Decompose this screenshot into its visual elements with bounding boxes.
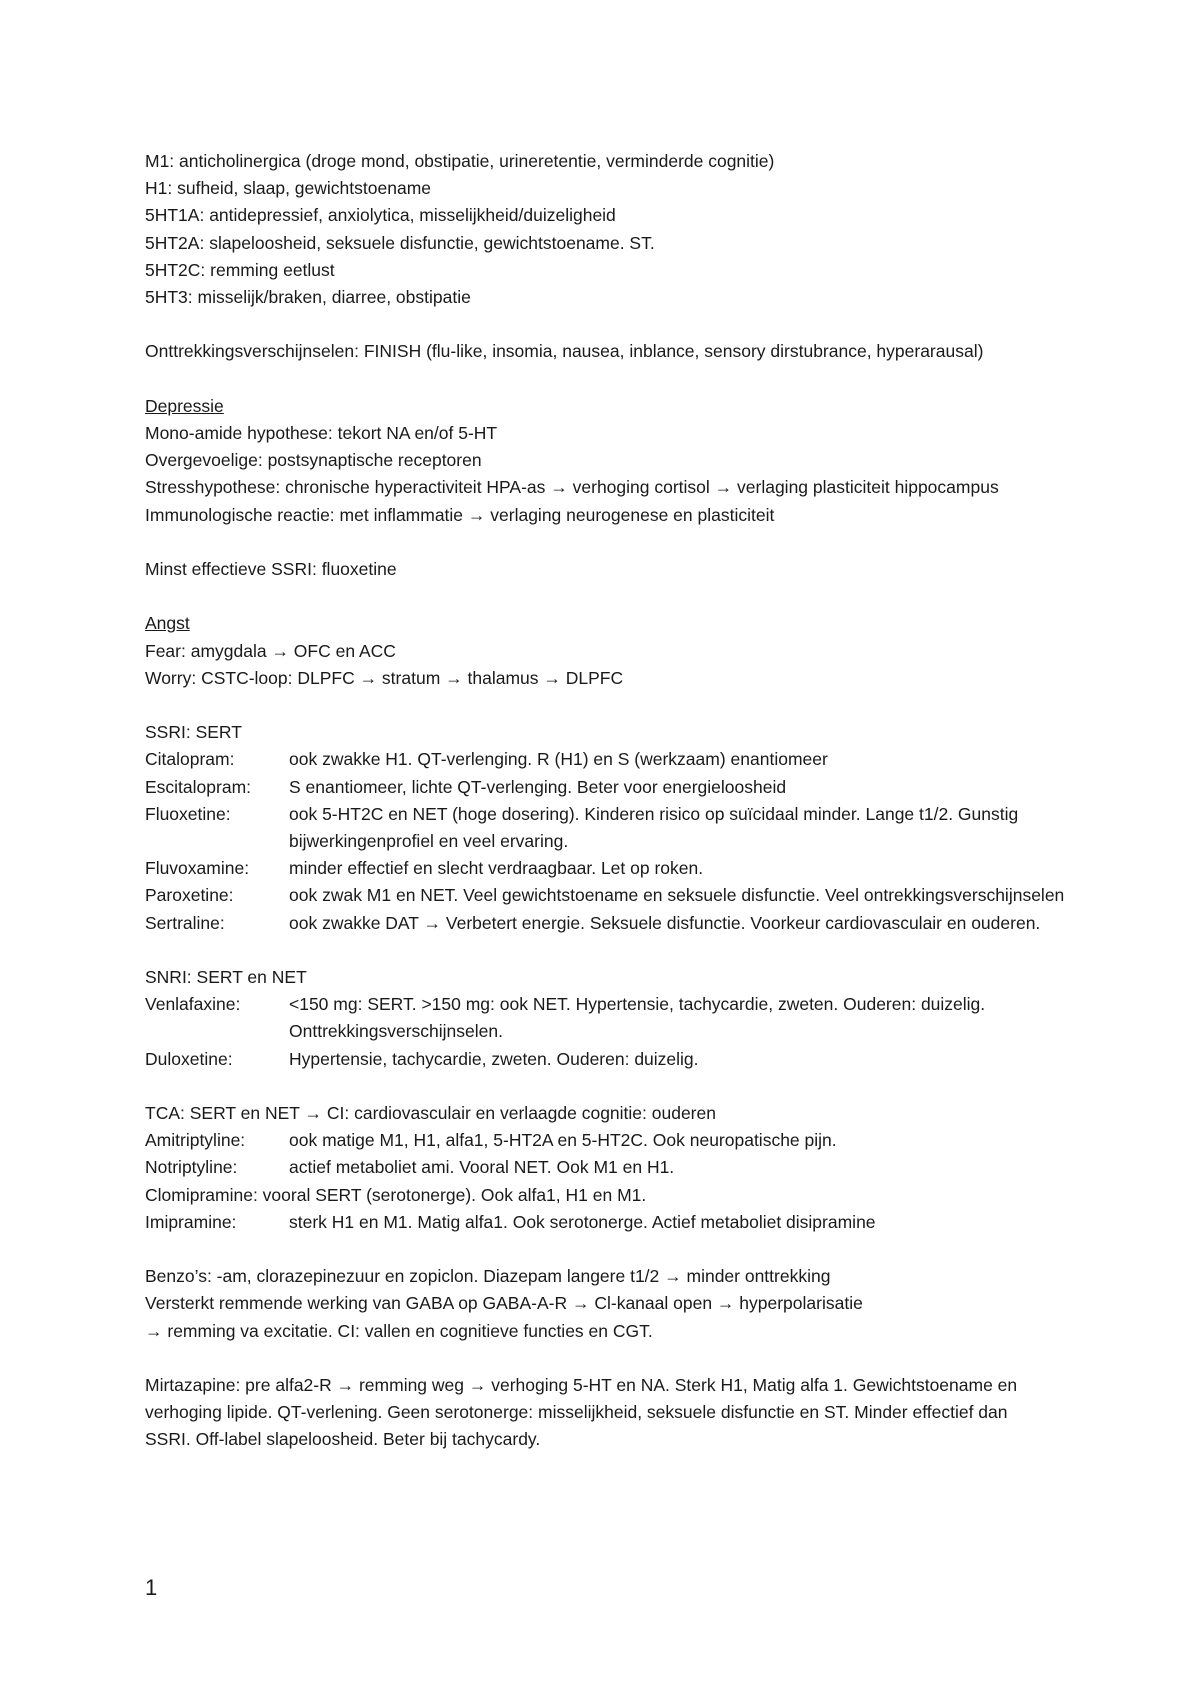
drug-name: Escitalopram: [145, 776, 252, 797]
drug-name: Amitriptyline: [145, 1130, 246, 1151]
drug-name: Imipramine: [145, 1211, 237, 1232]
receptor-line: 5HT1A: antidepressief, anxiolytica, misselijkheid/duizeligheid [145, 205, 616, 226]
receptor-line: 5HT2C: remming eetlust [145, 259, 335, 280]
drug-row [145, 801, 1065, 855]
depression-line: Stresshypothese: chronische hyperactiviteit HPA-as → verhoging cortisol → verlaging plasticiteit hippocampus [145, 477, 999, 498]
benzo-line: Benzo’s: -am, clorazepinezuur en zopiclon. Diazepam langere t1/2 → minder onttrekking [145, 1266, 831, 1287]
drug-description: Hypertensie, tachycardie, zweten. Ouderen: duizelig. [289, 1048, 699, 1069]
anxiety-heading: Angst [145, 613, 190, 634]
drug-description: minder effectief en slecht verdraagbaar. Let op roken. [289, 858, 704, 879]
drug-row [145, 774, 1065, 801]
depression-line: Overgevoelige: postsynaptische receptoren [145, 450, 482, 471]
withdrawal-paragraph: Onttrekkingsverschijnselen: FINISH (flu-like, insomia, nausea, inblance, sensory dirstubrance, hyperarausal) [145, 341, 984, 362]
benzo-line: → remming va excitatie. CI: vallen en cognitieve functies en CGT. [145, 1320, 653, 1341]
drug-description: sterk H1 en M1. Matig alfa1. Ook serotonerge. Actief metaboliet disipramine [289, 1211, 876, 1232]
drug-description: ook 5-HT2C en NET (hoge dosering). Kinderen risico op suïcidaal minder. Lange t1/2. Gunstig bijwerkingenprofiel en veel ervaring. [289, 803, 1019, 851]
drug-row [145, 1127, 1065, 1154]
receptor-line: 5HT3: misselijk/braken, diarree, obstipatie [145, 287, 471, 308]
ssri-heading: SSRI: SERT [145, 722, 242, 743]
tca-heading: TCA: SERT en NET → CI: cardiovasculair en verlaagde cognitie: ouderen [145, 1103, 716, 1123]
receptor-line: 5HT2A: slapeloosheid, seksuele disfunctie, gewichtstoename. ST. [145, 232, 655, 253]
depression-line: Mono-amide hypothese: tekort NA en/of 5-HT [145, 423, 498, 443]
depression-line: Immunologische reactie: met inflammatie → verlaging neurogenese en plasticiteit [145, 504, 775, 525]
drug-name: Notriptyline: [145, 1157, 238, 1178]
depression-heading: Depressie [145, 395, 224, 416]
drug-description: ook zwak M1 en NET. Veel gewichtstoename en seksuele disfunctie. Veel ontrekkingsverschijnselen [289, 885, 1065, 906]
drug-name: Venlafaxine: [145, 994, 241, 1015]
drug-row [145, 882, 1065, 909]
receptor-line: H1: sufheid, slaap, gewichtstoename [145, 178, 431, 199]
drug-description: actief metaboliet ami. Vooral NET. Ook M1 en H1. [289, 1157, 675, 1178]
drug-row [145, 991, 1065, 1045]
drug-row [145, 855, 1065, 882]
drug-name: Fluvoxamine: [145, 858, 250, 879]
snri-heading: SNRI: SERT en NET [145, 967, 307, 987]
drug-name: Duloxetine: [145, 1048, 233, 1069]
drug-description: S enantiomeer, lichte QT-verlenging. Beter voor energieloosheid [289, 776, 787, 797]
mirtazapine-paragraph: Mirtazapine: pre alfa2-R → remming weg → verhoging 5-HT en NA. Sterk H1, Matig alfa 1. Gewichtstoename en verhoging lipide. QT-verlening. Geen serotonerge: misselijkheid, seksuele disfunctie en ST. Minder effectief dan SSRI. Off-label slapeloosheid. Beter bij tachycardy. [145, 1375, 1018, 1450]
drug-row [145, 1209, 1065, 1236]
drug-name: Citalopram: [145, 749, 235, 770]
drug-name: Fluoxetine: [145, 803, 231, 824]
least-effective-line: Minst effectieve SSRI: fluoxetine [145, 559, 397, 579]
drug-description: ook zwakke H1. QT-verlenging. R (H1) en S (werkzaam) enantiomeer [289, 749, 828, 770]
drug-row [145, 746, 1065, 773]
drug-description: <150 mg: SERT. >150 mg: ook NET. Hypertensie, tachycardie, zweten. Ouderen: duizelig. Onttrekkingsverschijnselen. [289, 994, 986, 1042]
drug-row [145, 910, 1065, 937]
drug-row [145, 1046, 1065, 1073]
drug-row [145, 1154, 1065, 1181]
anxiety-line: Fear: amygdala → OFC en ACC [145, 640, 396, 661]
drug-description: ook zwakke DAT → Verbetert energie. Seksuele disfunctie. Voorkeur cardiovasculair en ouderen. [289, 912, 1041, 933]
anxiety-line: Worry: CSTC-loop: DLPFC → stratum → thalamus → DLPFC [145, 667, 624, 688]
benzo-line: Versterkt remmende werking van GABA op GABA-A-R → Cl-kanaal open → hyperpolarisatie [145, 1293, 863, 1314]
receptor-line: M1: anticholinergica (droge mond, obstipatie, urineretentie, verminderde cognitie) [145, 151, 775, 171]
drug-name: Sertraline: [145, 912, 225, 933]
clomipramine-line: Clomipramine: vooral SERT (serotonerge). Ook alfa1, H1 en M1. [145, 1184, 647, 1205]
drug-description: ook matige M1, H1, alfa1, 5-HT2A en 5-HT2C. Ook neuropatische pijn. [289, 1130, 837, 1151]
drug-name: Paroxetine: [145, 885, 234, 906]
page-number: 1 [145, 1575, 158, 1600]
document-body [145, 148, 1065, 1454]
